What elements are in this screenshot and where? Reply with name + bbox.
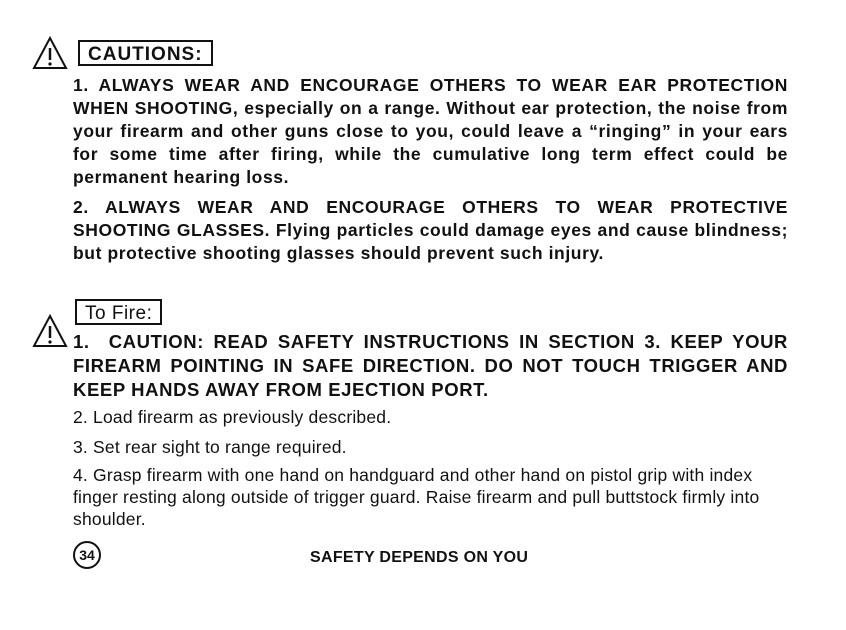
- footer-slogan: SAFETY DEPENDS ON YOU: [310, 549, 529, 566]
- to-fire-step-1: [73, 330, 788, 402]
- cautions-heading: CAUTIONS:: [78, 40, 213, 66]
- warning-triangle-icon: [32, 314, 68, 348]
- caution-item-shooting-glasses: 2. ALWAYS WEAR AND ENCOURAGE OTHERS TO WEAR PROTECTIVE SHOOTING GLASSES. Flying particles could damage eyes and cause blindness; but protective shooting glasses should prevent such injury.: [73, 197, 788, 263]
- to-fire-step-2: 2. Load firearm as previously described.: [73, 407, 392, 427]
- step-1-caution-label: CAUTION:: [108, 331, 204, 352]
- step-1-text: READ SAFETY INSTRUCTIONS IN SECTION 3. KEEP YOUR FIREARM POINTING IN SAFE DIRECTION. DO NOT TOUCH TRIGGER AND KEEP HANDS AWAY FROM EJECTION PORT.: [73, 331, 788, 400]
- step-1-number: 1.: [73, 331, 90, 352]
- caution-item-ear-protection: 1. ALWAYS WEAR AND ENCOURAGE OTHERS TO WEAR EAR PROTECTION WHEN SHOOTING, especially on a range. Without ear protection, the noise from your firearm and other guns close to you, could leave a “ringing” in your ears for some time after firing, while the cumulative long term effect could be permanent hearing loss.: [73, 75, 788, 187]
- to-fire-step-3: 3. Set rear sight to range required.: [73, 437, 347, 457]
- to-fire-heading: To Fire:: [75, 299, 162, 325]
- to-fire-step-4: 4. Grasp firearm with one hand on handguard and other hand on pistol grip with index finger resting along outside of trigger guard. Raise firearm and pull buttstock firmly into shoulder.: [73, 465, 760, 529]
- page-number: 34: [73, 541, 101, 569]
- warning-triangle-icon: [32, 36, 68, 70]
